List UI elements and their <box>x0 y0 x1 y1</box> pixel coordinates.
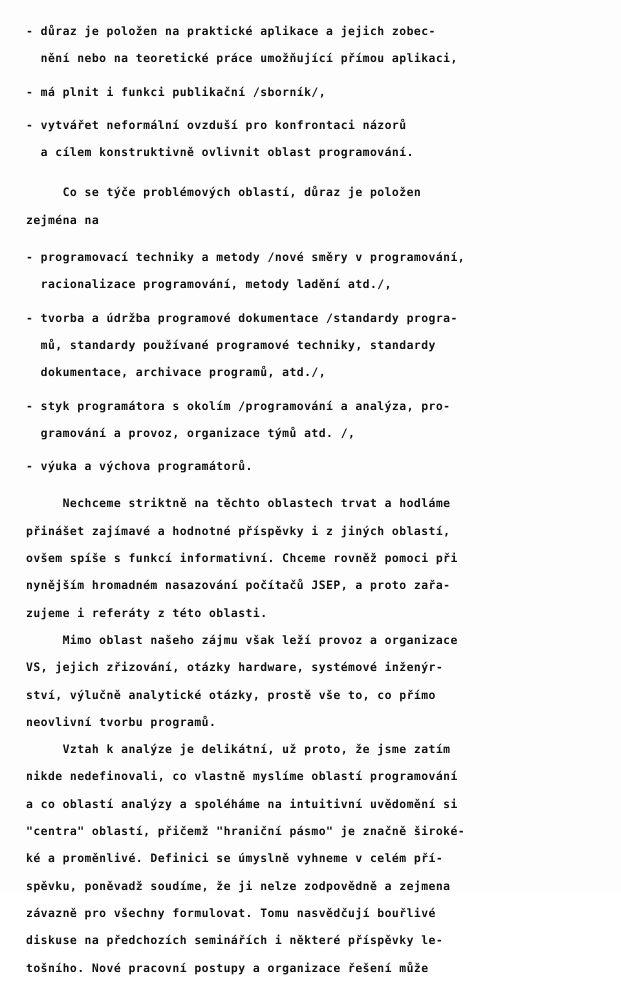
text-line: a cílem konstruktivně ovlivnit oblast programování. <box>26 145 414 160</box>
text-line: - důraz je položen na praktické aplikace a jejich zobec- <box>26 24 436 38</box>
text-line: dokumentace, archivace programů, atd./, <box>26 365 327 380</box>
text-line: diskuse na předchozích seminářích i některé příspěvky le- <box>26 933 444 948</box>
paragraph-scope <box>26 490 596 626</box>
text-line: neovlivní tvorbu programů. <box>26 714 217 729</box>
text-line: racionalizace programování, metody ladění atd./, <box>26 277 392 292</box>
text-line: - vytvářet neformální ovzduší pro konfrontaci názorů <box>26 117 407 132</box>
bullet-item-6 <box>26 393 596 448</box>
text-line: tošního. Nové pracovní postupy a organizace řešení může <box>26 960 429 975</box>
text-line: ství, výlučně analytické otázky, prostě vše to, co přímo <box>26 687 436 702</box>
text-line: Co se týče problémových oblastí, důraz je položen <box>26 185 422 200</box>
bullet-item-3 <box>26 112 596 167</box>
spacer <box>26 166 596 179</box>
text-line: - má plnit i funkci publikační /sborník/, <box>26 84 327 99</box>
text-line: zejména na <box>26 212 100 227</box>
bullet-item-5 <box>26 305 596 387</box>
text-line: ovšem spíše s funkcí informativní. Chceme rovněž pomoci při <box>26 551 458 566</box>
bullet-item-2 <box>26 79 596 106</box>
spacer <box>26 480 596 490</box>
text-line: - tvorba a údržba programové dokumentace /standardy progra- <box>26 310 458 325</box>
spacer <box>26 234 596 244</box>
text-line: "centra" oblastí, přičemž "hraniční pásmo" je značně široké- <box>26 824 466 839</box>
text-line: spěvku, poněvadž soudíme, že ji nelze zodpovědně a zejmena <box>26 878 451 893</box>
text-line: nikde nedefinovali, co vlastně myslíme oblastí programování <box>26 769 458 784</box>
text-line: přinášet zajímavé a hodnotné příspěvky i z jiných oblastí, <box>26 523 451 538</box>
text-line: Vztah k analýze je delikátní, už proto, že jsme zatím <box>26 742 451 757</box>
text-line: a co oblastí analýzy a spoléháme na intuitivní uvědomění si <box>26 796 458 811</box>
text-line: nění nebo na teoretické práce umožňující přímou aplikaci, <box>26 51 458 66</box>
paragraph-analysis-relation <box>26 736 596 982</box>
text-line: zujeme i referáty z této oblasti. <box>26 605 268 620</box>
document-text-body <box>26 18 596 982</box>
text-line: - styk programátora s okolím /programování a analýza, pro- <box>26 398 451 413</box>
text-line: Nechceme striktně na těchto oblastech trvat a hodláme <box>26 496 451 511</box>
text-line: VS, jejich zřizování, otázky hardware, systémové inženýr- <box>26 660 444 675</box>
text-line: - výuka a výchova programátorů. <box>26 459 253 474</box>
text-line: závazně pro všechny formulovat. Tomu nasvědčují bouřlivé <box>26 905 436 920</box>
paragraph-out-of-scope <box>26 627 596 736</box>
text-line: gramování a provoz, organizace týmů atd. /, <box>26 425 356 440</box>
text-line: mů, standardy používané programové techniky, standardy <box>26 337 436 352</box>
text-line: nynějším hromadném nasazování počítačů JSEP, a proto zařa- <box>26 578 451 593</box>
bullet-item-7 <box>26 453 596 480</box>
paragraph-problem-areas <box>26 179 596 234</box>
text-line: - programovací techniky a metody /nové směry v programování, <box>26 250 466 265</box>
text-line: ké a proměnlivé. Definici se úmyslně vyhneme v celém pří- <box>26 851 444 866</box>
bullet-item-1 <box>26 18 596 73</box>
text-line: Mimo oblast našeho zájmu však leží provoz a organizace <box>26 632 458 647</box>
bullet-item-4 <box>26 244 596 299</box>
